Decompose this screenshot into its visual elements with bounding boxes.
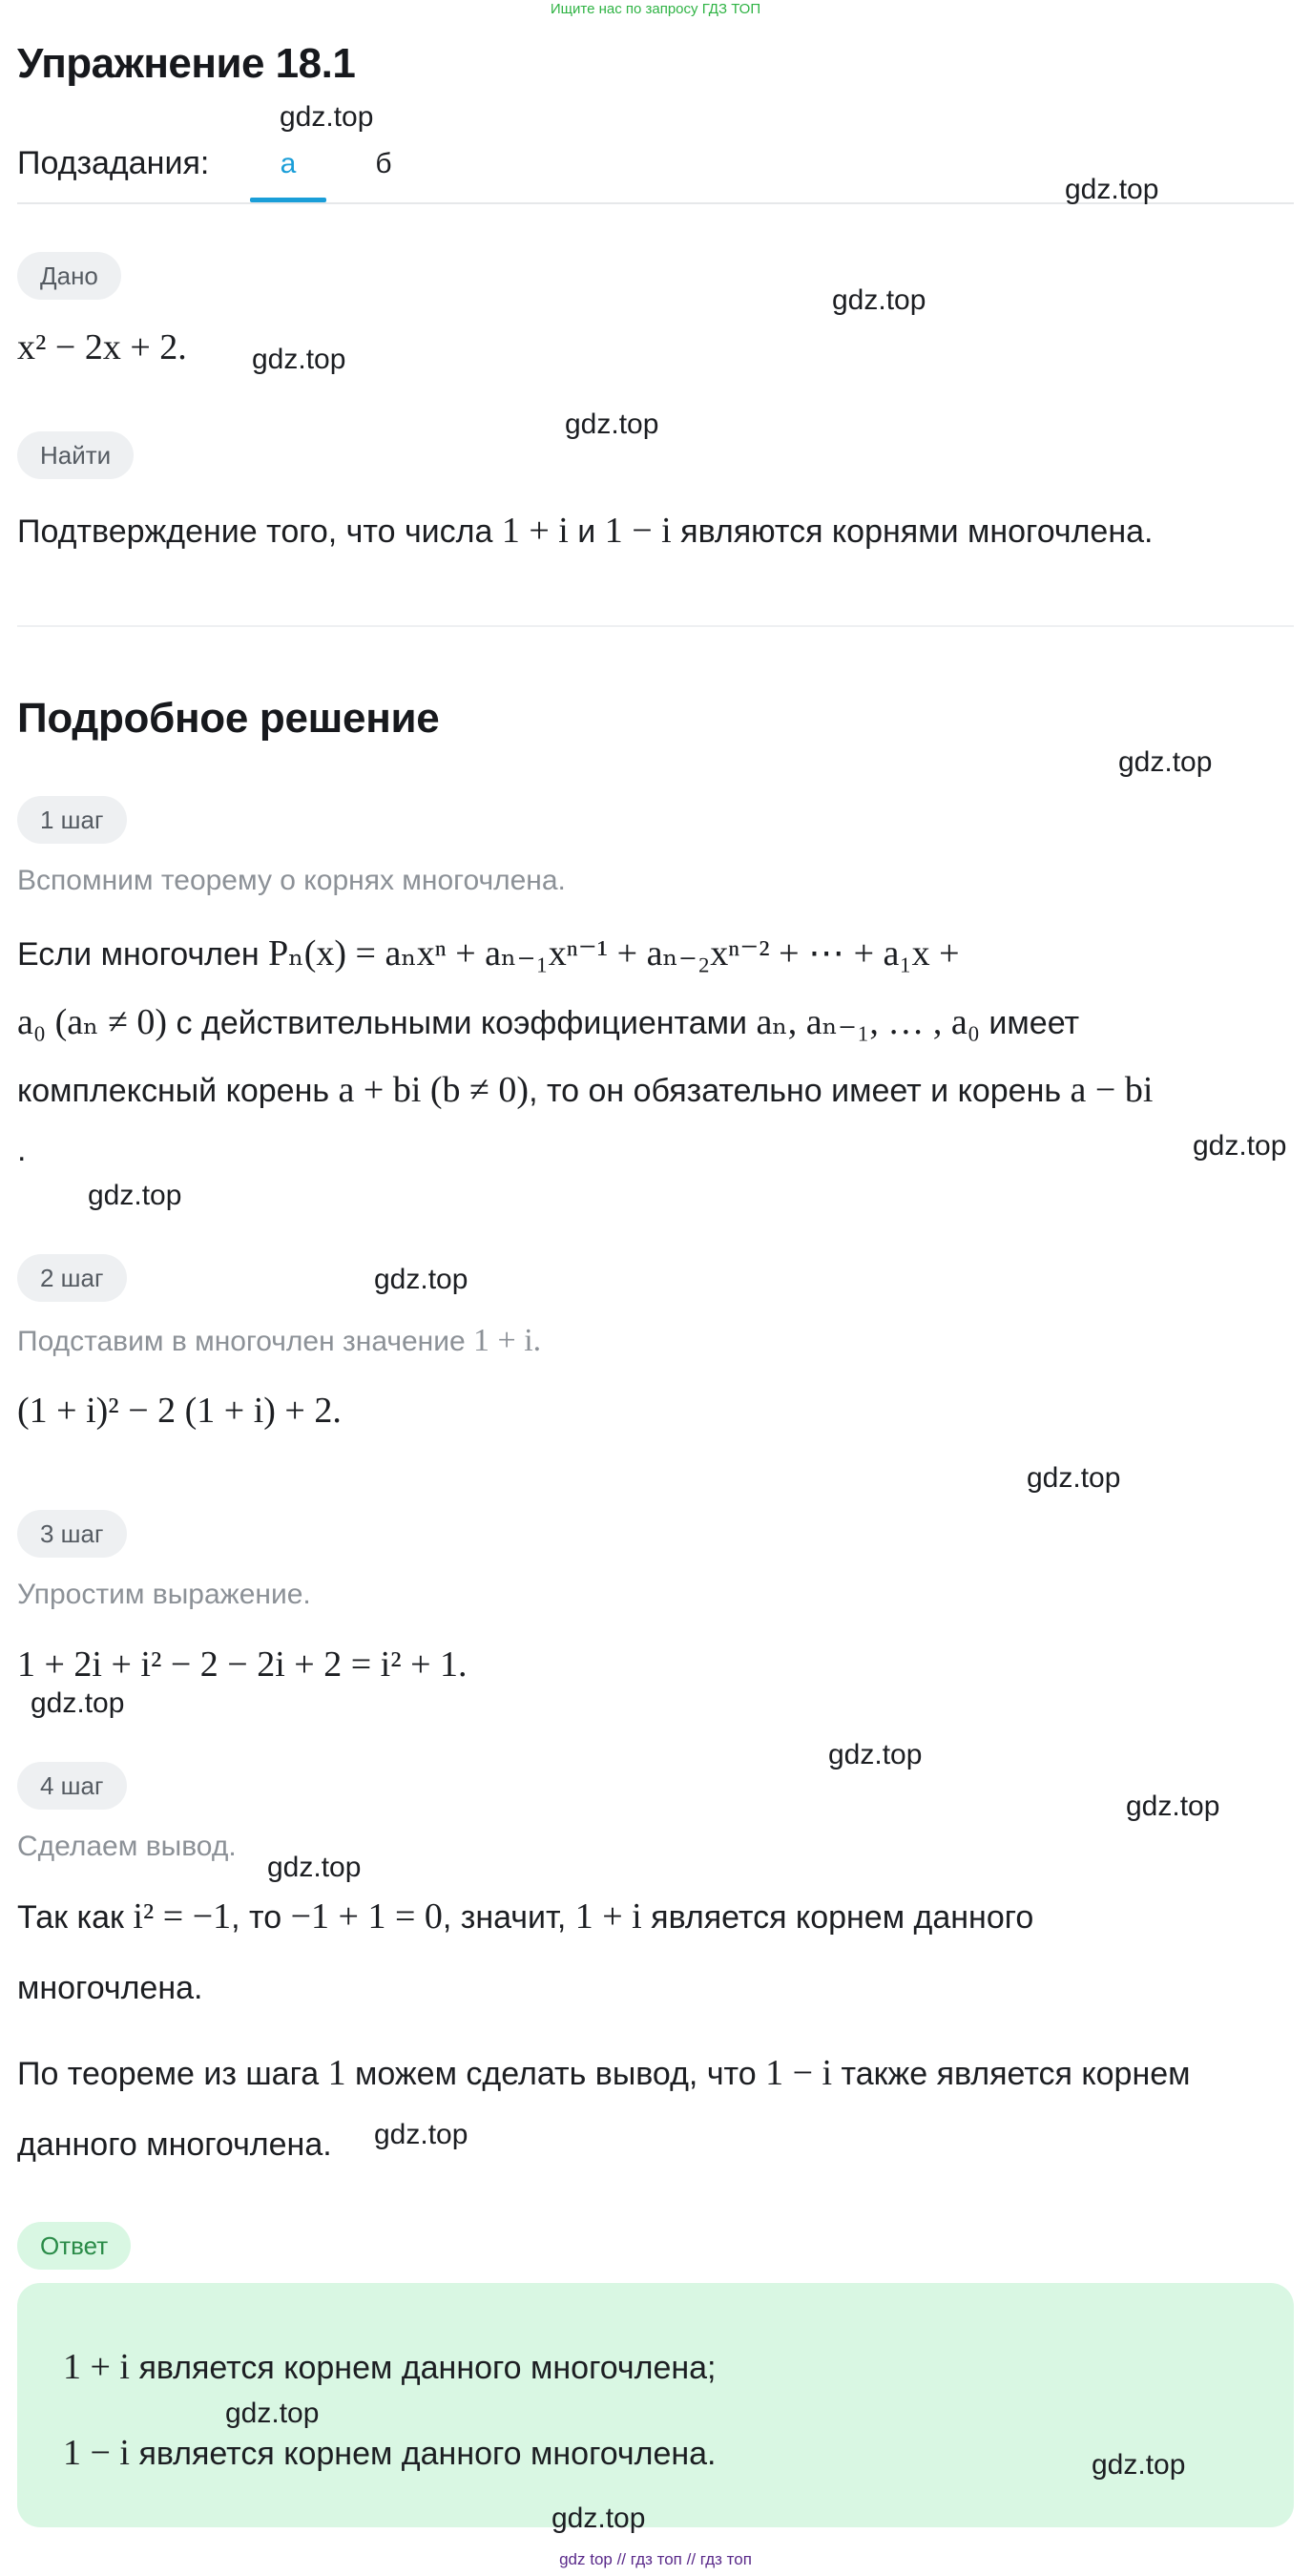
find-text: Подтверждение того, что числа 1 + i и 1 − i являются корнями многочлена.	[17, 511, 1154, 551]
watermark: gdz.top	[88, 1180, 182, 1211]
step-1-pill: 1 шаг	[17, 796, 127, 844]
watermark: gdz.top	[31, 1687, 125, 1719]
watermark: gdz.top	[374, 1264, 468, 1295]
step-2-expression: (1 + i)² − 2 (1 + i) + 2.	[17, 1391, 342, 1431]
watermark: gdz.top	[374, 2119, 468, 2150]
step-4-paragraph-1-line-2: многочлена.	[17, 1970, 203, 2006]
watermark: gdz.top	[832, 284, 926, 316]
answer-pill: Ответ	[17, 2222, 131, 2270]
step-3-pill: 3 шаг	[17, 1510, 127, 1558]
watermark: gdz.top	[551, 2503, 646, 2534]
subtasks-label: Подзадания:	[17, 145, 210, 181]
watermark: gdz.top	[565, 408, 659, 440]
top-banner[interactable]: Ищите нас по запросу ГДЗ ТОП	[550, 1, 761, 17]
step-4-hint: Сделаем вывод.	[17, 1831, 237, 1862]
tab-b[interactable]: б	[375, 148, 392, 179]
answer-box	[17, 2283, 1294, 2527]
step-3-expression: 1 + 2i + i² − 2 − 2i + 2 = i² + 1.	[17, 1644, 468, 1685]
step-1-line-1: Если многочлен Pₙ(x) = aₙxⁿ + aₙ₋₁xⁿ⁻¹ + aₙ₋₂xⁿ⁻² + ⋯ + a₁x +	[17, 933, 960, 974]
tab-a[interactable]: а	[280, 148, 297, 179]
step-1-hint: Вспомним теорему о корнях многочлена.	[17, 865, 566, 896]
watermark: gdz.top	[1092, 2449, 1186, 2481]
watermark: gdz.top	[1118, 746, 1213, 778]
solution-title: Подробное решение	[17, 695, 440, 742]
step-1-line-4: .	[17, 1132, 27, 1168]
footer-links[interactable]: gdz top // гдз топ // гдз топ	[559, 2550, 752, 2568]
step-3-hint: Упростим выражение.	[17, 1579, 311, 1610]
watermark: gdz.top	[828, 1739, 923, 1770]
watermark: gdz.top	[267, 1852, 362, 1883]
answer-line-1: 1 + i является корнем данного многочлена;	[63, 2347, 717, 2387]
watermark: gdz.top	[225, 2398, 320, 2429]
given-expression: x² − 2x + 2.	[17, 327, 187, 367]
given-pill: Дано	[17, 252, 121, 300]
watermark: gdz.top	[1027, 1462, 1121, 1494]
step-4-pill: 4 шаг	[17, 1762, 127, 1810]
step-1-line-2: a₀ (aₙ ≠ 0) с действительными коэффициентами aₙ, aₙ₋₁, … , a₀ имеет	[17, 1002, 1080, 1042]
watermark: gdz.top	[252, 344, 346, 375]
active-tab-indicator	[250, 198, 326, 202]
answer-line-2: 1 − i является корнем данного многочлена.	[63, 2433, 717, 2473]
watermark: gdz.top	[1126, 1791, 1220, 1822]
watermark: gdz.top	[1065, 174, 1159, 205]
step-2-hint: Подставим в многочлен значение 1 + i.	[17, 1323, 542, 1358]
step-4-paragraph-1-line-1: Так как i² = −1, то −1 + 1 = 0, значит, 1 + i является корнем данного	[17, 1896, 1034, 1937]
page-title: Упражнение 18.1	[17, 40, 356, 87]
step-4-paragraph-2-line-2: данного многочлена.	[17, 2126, 332, 2163]
watermark: gdz.top	[280, 101, 374, 133]
step-1-line-3: комплексный корень a + bi (b ≠ 0), то он обязательно имеет и корень a − bi	[17, 1070, 1154, 1110]
watermark: gdz.top	[1193, 1130, 1287, 1162]
find-pill: Найти	[17, 431, 134, 479]
step-4-paragraph-2-line-1: По теореме из шага 1 можем сделать вывод, что 1 − i также является корнем	[17, 2053, 1191, 2093]
section-divider	[17, 625, 1294, 627]
step-2-pill: 2 шаг	[17, 1254, 127, 1302]
